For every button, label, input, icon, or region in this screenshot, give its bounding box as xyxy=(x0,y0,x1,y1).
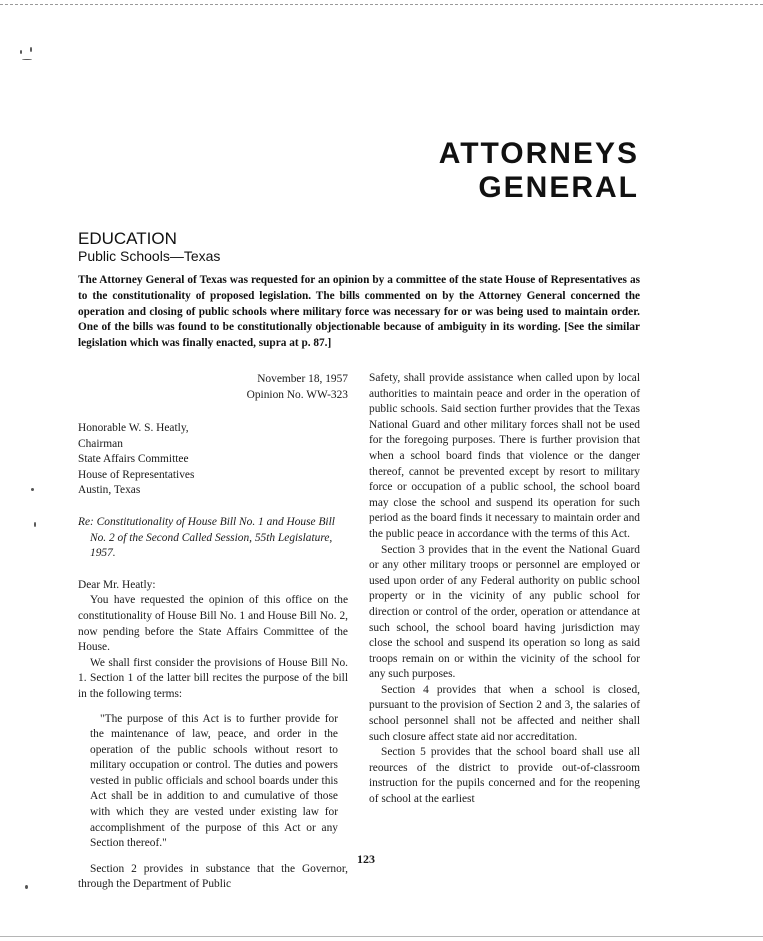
re-line: Re: Constitutionality of House Bill No. 1 and House Bill No. 2 of the Second Called Session, 55th Legislature, 1957. xyxy=(78,515,335,560)
page-heading xyxy=(439,137,639,205)
body-paragraph: Section 5 provides that the school board shall use all reources of the district to provide out-of-classroom instruction for the pupils concerned and for the reopening of school at the earliest xyxy=(369,746,640,806)
addressee-line: House of Representatives xyxy=(78,468,195,481)
block-quote: "The purpose of this Act is to further provide for the maintenance of law, peace, and order in the operation of the public schools without resort to military occupation or control. The duties and powers vested in public officials and school boards under this Act shall be in addition to and cumulative of those with which they are vested under existing law for accomplishment of the purpose of this Act or any Section thereof." xyxy=(90,712,338,850)
addressee-line: State Affairs Committee xyxy=(78,453,189,466)
scan-mark xyxy=(20,50,22,54)
section-title: EDUCATION xyxy=(78,229,177,248)
salutation: Dear Mr. Heatly: xyxy=(78,578,156,591)
body-paragraph: Section 2 provides in substance that the Governor, through the Department of Public xyxy=(78,862,348,891)
scan-mark xyxy=(25,885,28,889)
addressee-block xyxy=(78,421,348,499)
scan-mark xyxy=(22,59,32,60)
body-paragraph-continued: Safety, shall provide assistance when called upon by local authorities to maintain peace and order in the operation of public schools. Said section further provides that the Texas National Guard and other military forces shall not be used for the foregoing purposes. There is further provision that when a school board finds that violence or the danger thereof, cannot be prevented except by resort to military force or occupation of a public school, the school board may close the school and suspend its operation for such period as the board finds it necessary to maintain order and the public peace in accordance with the terms of this Act. xyxy=(369,372,640,540)
body-paragraph: Section 4 provides that when a school is closed, pursuant to the provision of Section 2 and 3, the salaries of school personnel shall not be affected and neither shall such closure affect state aid nor accreditation. xyxy=(369,683,640,743)
page-number: 123 xyxy=(357,852,375,866)
addressee-line: Chairman xyxy=(78,437,123,450)
addressee-line: Austin, Texas xyxy=(78,484,141,497)
body-paragraph: We shall first consider the provisions of House Bill No. 1. Section 1 of the latter bill recites the purpose of the bill in the following terms: xyxy=(78,656,348,700)
addressee-line: Honorable W. S. Heatly, xyxy=(78,422,189,434)
heading-line-2: GENERAL xyxy=(478,171,639,204)
body-paragraph: You have requested the opinion of this office on the constitutionality of House Bill No. 1 and House Bill No. 2, now pending before the State Affairs Committee of the House. xyxy=(78,594,348,654)
top-edge-rule xyxy=(0,4,763,5)
scan-mark xyxy=(31,488,34,491)
opinion-number: Opinion No. WW-323 xyxy=(246,389,348,401)
heading-line-1: ATTORNEYS xyxy=(438,137,639,170)
bottom-edge-rule xyxy=(0,936,763,937)
case-summary: The Attorney General of Texas was requested for an opinion by a committee of the state House of Representatives as to the constitutionality of proposed legislation. The bills commented on by the Attorney General concerned the operation and closing of public schools where military force was necessary for or was being used to maintain order. One of the bills was found to be constitutionally objectionable because of ambiguity in its wording. [See the similar legislation which was finally enacted, supra at p. 87.] xyxy=(78,274,640,350)
scan-mark xyxy=(30,47,32,52)
scan-mark xyxy=(34,522,36,527)
date-block xyxy=(78,371,348,403)
letter-date: November 18, 1957 xyxy=(257,373,348,385)
right-column xyxy=(369,371,640,808)
left-column xyxy=(78,371,348,893)
section-subtitle: Public Schools—Texas xyxy=(78,248,221,264)
body-paragraph: Section 3 provides that in the event the National Guard or any other military troops or personnel are employed or used upon order of any Federal authority on public school property or in the vicinity of any public school for direction or control of the order, operation or attendance at such school, the school board having jurisdiction may close the school and suspend its operation so long as said troops remain on or within the vicinity of the school for any such purposes. xyxy=(369,543,640,681)
